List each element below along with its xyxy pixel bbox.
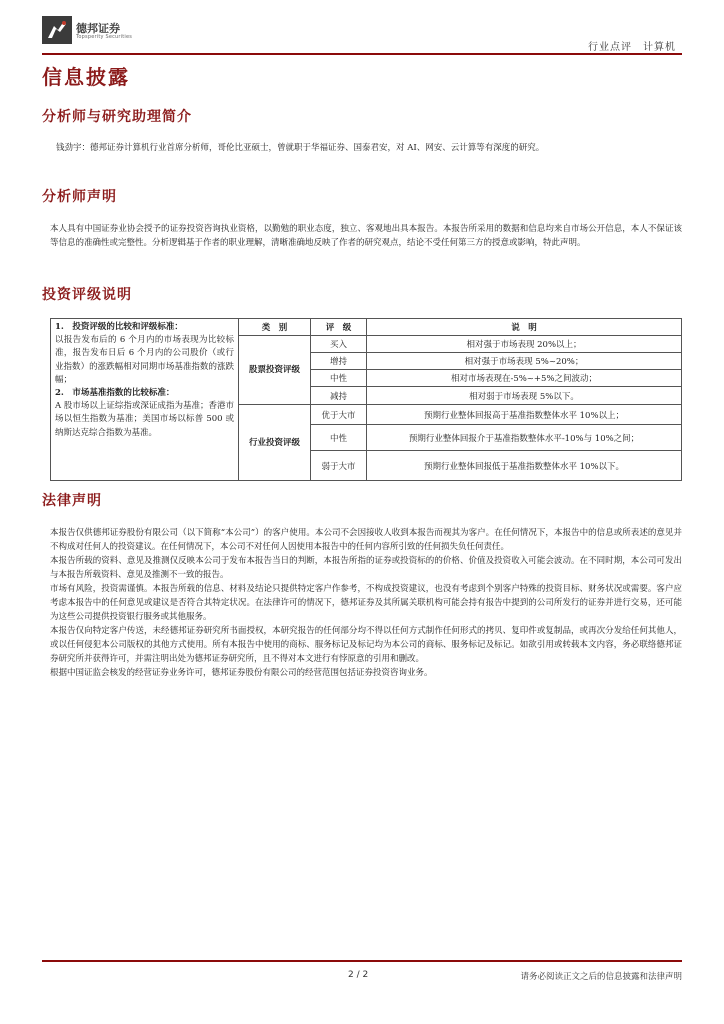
- rating-level: 增持: [311, 353, 367, 370]
- rating-level: 减持: [311, 387, 367, 405]
- logo-text-cn: 德邦证券: [76, 22, 120, 35]
- company-logo: [42, 14, 162, 48]
- page-title: 信息披露: [42, 65, 130, 89]
- category-stock: 股票投资评级: [239, 336, 311, 405]
- criteria-heading-2: 2. 市场基准指数的比较标准：: [55, 388, 175, 399]
- logo-text-en: Topsperity Securities: [76, 34, 133, 40]
- criteria-heading-1: 1. 投资评级的比较和评级标准：: [55, 322, 183, 332]
- legal-paragraph: 本报告所载的资料、意见及推测仅反映本公司于发布本报告当日的判断，本报告所指的证券或投资标的的价格、价值及投资收入可能会波动。在不同时期，本公司可发出与本报告所载资料、意见及推测不一致的报告。: [50, 556, 682, 580]
- section-title-analyst-statement: 分析师声明: [42, 189, 117, 205]
- criteria-text-2: A 股市场以上证综指或深证成指为基准；香港市场以恒生指数为基准；美国市场以标普 500 或纳斯达克综合指数为基准。: [55, 401, 234, 438]
- report-category: 行业点评 计算机: [588, 42, 676, 53]
- rating-level: 弱于大市: [311, 451, 367, 481]
- legal-paragraph: 根据中国证监会核发的经营证券业务许可，德邦证券股份有限公司的经营范围包括证券投资咨询业务。: [50, 668, 433, 678]
- rating-desc: 预期行业整体回报介于基准指数整体水平-10%与 10%之间；: [367, 425, 682, 451]
- rating-level: 中性: [311, 370, 367, 387]
- legal-paragraph: 本报告仅供德邦证券股份有限公司（以下简称“本公司”）的客户使用。本公司不会因接收人收到本报告而视其为客户。在任何情况下，本报告中的信息或所表述的意见并不构成对任何人的投资建议。在任何情况下，本公司不对任何人因使用本报告中的任何内容所引致的任何损失负任何责任。: [50, 528, 682, 552]
- rating-level: 中性: [311, 425, 367, 451]
- col-header-level: 评 级: [311, 319, 367, 336]
- category-industry: 行业投资评级: [239, 405, 311, 481]
- legal-paragraph: 本报告仅向特定客户传送，未经德邦证券研究所书面授权，本研究报告的任何部分均不得以任何方式制作任何形式的拷贝、复印件或复制品，或再次分发给任何其他人，或以任何侵犯本公司版权的其他方式使用。所有本报告中使用的商标、服务标记及标记均为本公司的商标、服务标记及标记。如欲引用或转载本文内容，务必联络德邦证券研究所并获得许可，并需注明出处为德邦证券研究所，且不得对本文进行有悖原意的引用和删改。: [50, 626, 682, 664]
- rating-desc: 相对强于市场表现 5%~20%；: [367, 353, 682, 370]
- header-divider: [42, 53, 682, 55]
- section-title-rating: 投资评级说明: [42, 287, 132, 303]
- col-header-desc: 说 明: [367, 319, 682, 336]
- footer-divider: [42, 960, 682, 962]
- rating-desc: 预期行业整体回报高于基准指数整体水平 10%以上；: [367, 405, 682, 425]
- section-title-legal: 法律声明: [42, 493, 102, 509]
- rating-criteria-cell: [51, 319, 239, 481]
- rating-desc: 相对强于市场表现 20%以上；: [367, 336, 682, 353]
- logo-emblem-icon: [42, 16, 72, 44]
- page-header: [42, 14, 682, 54]
- analyst-statement-text: 本人具有中国证券业协会授予的证券投资咨询执业资格，以勤勉的职业态度，独立、客观地出具本报告。本报告所采用的数据和信息均来自市场公开信息，本人不保证该等信息的准确性或完整性。分析逻辑基于作者的职业理解，清晰准确地反映了作者的研究观点，结论不受任何第三方的授意或影响，特此声明。: [50, 224, 682, 248]
- footer-note: 请务必阅读正文之后的信息披露和法律声明: [520, 972, 682, 982]
- rating-level: 优于大市: [311, 405, 367, 425]
- rating-desc: 相对弱于市场表现 5%以下。: [367, 387, 682, 405]
- rating-table: [50, 318, 682, 481]
- analyst-intro-text: 钱劲宇：德邦证券计算机行业首席分析师，哥伦比亚硕士，曾就职于华福证券、国泰君安，对 AI、网安、云计算等有深度的研究。: [56, 143, 545, 153]
- col-header-category: 类 别: [239, 319, 311, 336]
- legal-text: [50, 526, 682, 680]
- section-title-analyst-intro: 分析师与研究助理简介: [42, 109, 192, 125]
- rating-level: 买入: [311, 336, 367, 353]
- legal-paragraph: 市场有风险，投资需谨慎。本报告所载的信息、材料及结论只提供特定客户作参考，不构成投资建议，也没有考虑到个别客户特殊的投资目标、财务状况或需要。客户应考虑本报告中的任何意见或建议是否符合其特定状况。在法律许可的情况下，德邦证券及其所属关联机构可能会持有报告中提到的公司所发行的证券并进行交易，还可能为这些公司提供投资银行服务或其他服务。: [50, 584, 682, 622]
- rating-desc: 相对市场表现在-5%~+5%之间波动；: [367, 370, 682, 387]
- criteria-text-1: 以报告发布后的 6 个月内的市场表现为比较标准，报告发布日后 6 个月内的公司股价（或行业指数）的涨跌幅相对同期市场基准指数的涨跌幅；: [55, 335, 234, 385]
- page-number: 2 / 2: [348, 970, 369, 980]
- rating-desc: 预期行业整体回报低于基准指数整体水平 10%以下。: [367, 451, 682, 481]
